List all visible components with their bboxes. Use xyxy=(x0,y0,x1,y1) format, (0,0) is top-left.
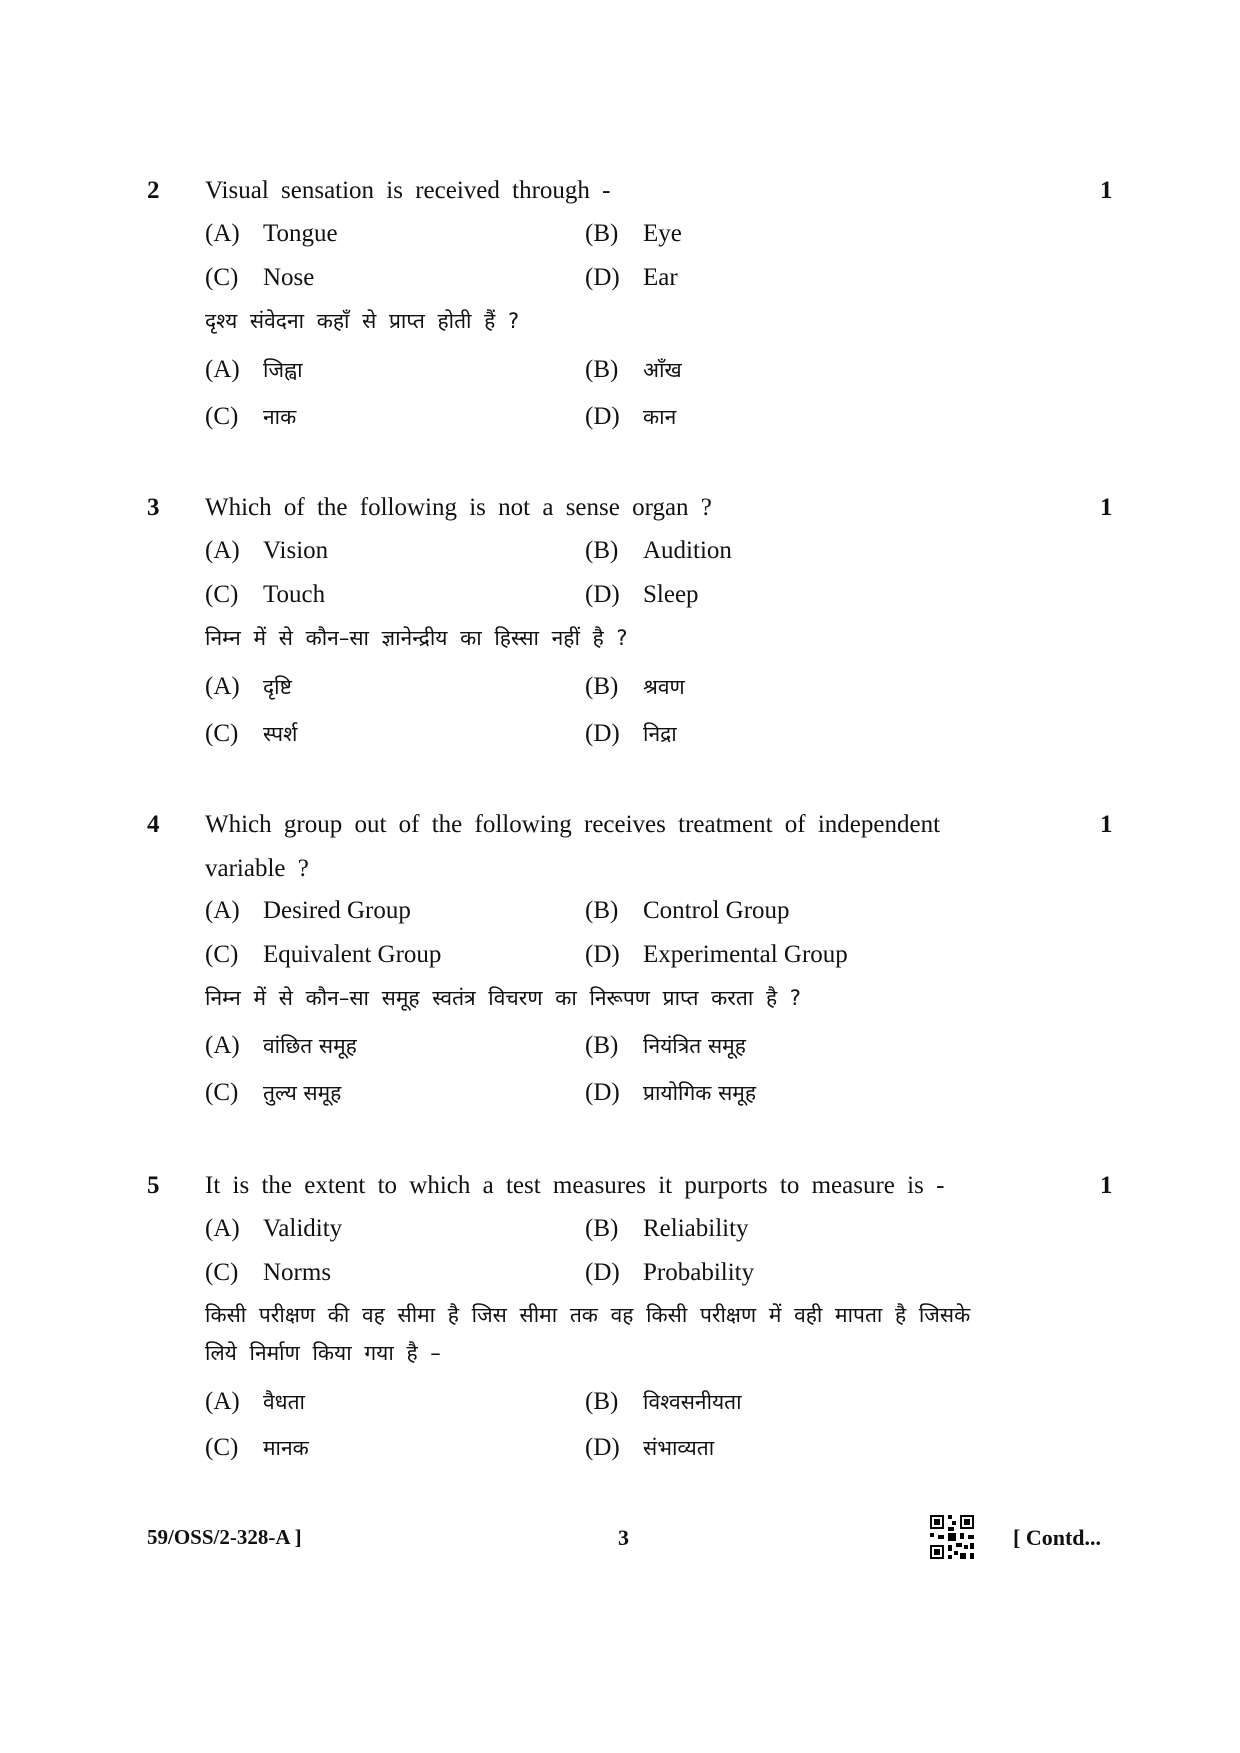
option-label: (C) xyxy=(205,581,239,608)
option-a-hi xyxy=(205,672,292,702)
option-b-en xyxy=(585,896,790,926)
option-label: (A) xyxy=(205,220,240,247)
option-b-hi xyxy=(585,355,682,385)
option-b-en xyxy=(585,219,682,249)
option-a-en xyxy=(205,219,338,249)
option-text: आँख xyxy=(643,358,682,382)
option-label: (C) xyxy=(205,1259,239,1286)
option-text: Control Group xyxy=(643,897,790,924)
paper-code: 59/OSS/2-328-A ] xyxy=(147,1525,302,1549)
option-c-en xyxy=(205,940,441,970)
option-c-hi xyxy=(205,402,296,432)
option-d-en xyxy=(585,263,678,293)
option-c-en xyxy=(205,263,314,293)
question-text-en: Which group out of the following receives treatment of independent variable ? xyxy=(205,811,941,882)
option-b-en xyxy=(585,536,732,566)
option-d-hi xyxy=(585,402,676,432)
option-a-hi xyxy=(205,355,303,385)
option-c-en xyxy=(205,580,325,610)
option-label: (A) xyxy=(205,537,240,564)
option-label: (C) xyxy=(205,403,239,430)
question-text-hi: दृश्य संवेदना कहाँ से प्राप्त होती हैं ? xyxy=(205,309,520,333)
option-label: (B) xyxy=(585,356,619,383)
question-text-hi: निम्न में से कौन–सा ज्ञानेन्द्रीय का हिस्सा नहीं है ? xyxy=(205,626,628,650)
option-text: Reliability xyxy=(643,1215,749,1242)
option-text: Tongue xyxy=(263,220,338,247)
option-label: (B) xyxy=(585,1388,619,1415)
option-d-hi xyxy=(585,719,677,749)
option-label: (C) xyxy=(205,1079,239,1106)
question-marks: 1 xyxy=(1100,811,1113,838)
option-text: श्रवण xyxy=(643,675,685,699)
option-b-hi xyxy=(585,672,685,702)
option-d-hi xyxy=(585,1433,714,1463)
option-label: (C) xyxy=(205,264,239,291)
page-number: 3 xyxy=(618,1525,629,1550)
option-text: वैधता xyxy=(263,1390,305,1414)
option-label: (B) xyxy=(585,897,619,924)
option-text: Vision xyxy=(263,537,329,564)
option-label: (D) xyxy=(585,1434,620,1461)
option-label: (A) xyxy=(205,1032,240,1059)
option-label: (C) xyxy=(205,720,239,747)
option-text: स्पर्श xyxy=(263,722,298,746)
question-marks: 1 xyxy=(1100,494,1113,521)
option-text: Probability xyxy=(643,1259,755,1286)
option-text: Audition xyxy=(643,537,732,564)
option-text: नियंत्रित समूह xyxy=(643,1034,746,1058)
option-d-en xyxy=(585,940,848,970)
option-label: (A) xyxy=(205,1388,240,1415)
option-text: Validity xyxy=(263,1215,343,1242)
option-text: Eye xyxy=(643,220,682,247)
option-a-en xyxy=(205,536,328,566)
option-text: दृष्टि xyxy=(263,675,292,699)
option-d-en xyxy=(585,580,699,610)
option-text: Desired Group xyxy=(263,897,411,924)
option-text: Nose xyxy=(263,264,315,291)
option-label: (B) xyxy=(585,1215,619,1242)
option-label: (B) xyxy=(585,673,619,700)
question-text-en: It is the extent to which a test measures it purports to measure is - xyxy=(205,1172,945,1199)
option-label: (C) xyxy=(205,1434,239,1461)
option-b-hi xyxy=(585,1387,742,1417)
option-text: तुल्य समूह xyxy=(263,1081,342,1105)
option-text: संभाव्यता xyxy=(643,1436,715,1460)
option-text: मानक xyxy=(263,1436,309,1460)
option-label: (D) xyxy=(585,403,620,430)
option-c-en xyxy=(205,1258,331,1288)
option-label: (B) xyxy=(585,220,619,247)
option-text: जिह्वा xyxy=(263,358,303,382)
option-label: (D) xyxy=(585,264,620,291)
option-c-hi xyxy=(205,719,297,749)
question-number: 3 xyxy=(147,494,160,521)
option-label: (A) xyxy=(205,356,240,383)
option-c-hi xyxy=(205,1078,341,1108)
option-label: (A) xyxy=(205,1215,240,1242)
option-label: (D) xyxy=(585,581,620,608)
option-text: निद्रा xyxy=(643,722,677,746)
option-a-hi xyxy=(205,1387,305,1417)
question-text-en: Visual sensation is received through - xyxy=(205,177,611,204)
option-label: (D) xyxy=(585,941,620,968)
option-d-en xyxy=(585,1258,754,1288)
option-text: Ear xyxy=(643,264,678,291)
option-label: (D) xyxy=(585,1079,620,1106)
option-label: (A) xyxy=(205,897,240,924)
option-a-en xyxy=(205,896,411,926)
option-text: कान xyxy=(643,405,677,429)
question-marks: 1 xyxy=(1100,1172,1113,1199)
option-text: Experimental Group xyxy=(643,941,848,968)
option-text: वांछित समूह xyxy=(263,1034,357,1058)
continued-marker: [ Contd... xyxy=(1013,1525,1102,1550)
option-text: विश्वसनीयता xyxy=(643,1390,742,1414)
option-label: (C) xyxy=(205,941,239,968)
qr-code-icon xyxy=(928,1513,976,1561)
option-text: नाक xyxy=(263,405,297,429)
option-label: (B) xyxy=(585,1032,619,1059)
option-label: (D) xyxy=(585,720,620,747)
option-label: (D) xyxy=(585,1259,620,1286)
question-number: 5 xyxy=(147,1172,160,1199)
option-text: Norms xyxy=(263,1259,332,1286)
question-number: 4 xyxy=(147,811,160,838)
question-text-hi: निम्न में से कौन–सा समूह स्वतंत्र विचरण का निरूपण प्राप्त करता है ? xyxy=(205,986,801,1010)
question-number: 2 xyxy=(147,177,160,204)
option-a-en xyxy=(205,1214,342,1244)
question-marks: 1 xyxy=(1100,177,1113,204)
question-text-en: Which of the following is not a sense organ ? xyxy=(205,494,712,521)
option-text: Touch xyxy=(263,581,326,608)
option-b-en xyxy=(585,1214,749,1244)
option-b-hi xyxy=(585,1031,746,1061)
option-text: Sleep xyxy=(643,581,699,608)
option-d-hi xyxy=(585,1078,756,1108)
option-text: प्रायोगिक समूह xyxy=(643,1081,756,1105)
option-a-hi xyxy=(205,1031,357,1061)
option-c-hi xyxy=(205,1433,309,1463)
question-text-hi: किसी परीक्षण की वह सीमा है जिस सीमा तक वह किसी परीक्षण में वही मापता है जिसके लिये निर्माण किया गया है – xyxy=(205,1303,971,1365)
option-label: (B) xyxy=(585,537,619,564)
option-label: (A) xyxy=(205,673,240,700)
option-text: Equivalent Group xyxy=(263,941,442,968)
